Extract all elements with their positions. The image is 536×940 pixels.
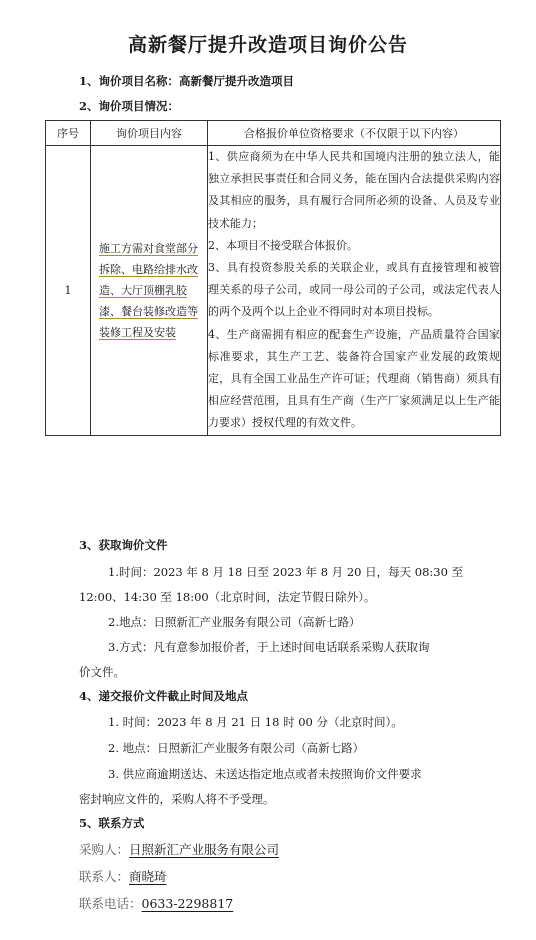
header-no: 序号 [46, 121, 91, 146]
requirement-item: 2、本项目不接受联合体报价。 [208, 238, 358, 252]
obtain-place: 2.地点：日照新汇产业服务有限公司（高新七路） [108, 615, 361, 629]
requirement-item: 4、生产商需拥有相应的配套生产设施，产品质量符合国家标准要求，其生产工艺、装备符合国家产业发展的政策规定，具有全国工业品生产许可证；代理商（销售商）须具有相应经营范围，且具有生产商（生产厂家须满足以上生产能力要求）授权代理的有效文件。 [208, 327, 500, 430]
obtain-method-line2: 价文件。 [79, 665, 125, 679]
section-contact-heading: 5、联系方式 [79, 816, 145, 830]
page-title: 高新餐厅提升改造项目询价公告 [127, 34, 408, 56]
deadline-place: 2. 地点：日照新汇产业服务有限公司（高新七路） [108, 741, 365, 755]
contact-value: 商晓琦 [129, 869, 167, 884]
deadline-note-line1: 3. 供应商逾期送达、未送达指定地点或者未按照询价文件要求 [108, 767, 422, 781]
requirements-table [45, 120, 501, 436]
header-content: 询价项目内容 [91, 121, 208, 146]
project-name-label: 1、询价项目名称： [79, 74, 180, 88]
phone-line [79, 894, 233, 912]
obtain-time-line1: 1.时间：2023 年 8 月 18 日至 2023 年 8 月 20 日，每天 08:30 至 [108, 565, 464, 579]
row-content-cell [91, 146, 208, 436]
phone-label: 联系电话： [79, 896, 142, 911]
requirement-item: 3、具有投资参股关系的关联企业，或具有直接管理和被管理关系的母子公司，或同一母公司的子公司，或法定代表人的两个及两个以上企业不得同时对本项目投标。 [208, 261, 500, 319]
deadline-note-line2: 密封响应文件的，采购人将不予受理。 [79, 792, 275, 806]
section-deadline-heading: 4、递交报价文件截止时间及地点 [79, 689, 248, 703]
deadline-time: 1. 时间：2023 年 8 月 21 日 18 时 00 分（北京时间）。 [108, 715, 403, 729]
table-header-row [46, 121, 501, 146]
obtain-method-line1: 3.方式：凡有意参加报价者，于上述时间电话联系采购人获取询 [108, 640, 430, 654]
row-content: 施工方需对食堂部分拆除、电路给排水改造、大厅顶棚乳胶漆、餐台装修改造等装修工程及安装 [99, 241, 198, 339]
contact-line [79, 867, 167, 885]
requirement-item: 1、供应商须为在中华人民共和国境内注册的独立法人，能独立承担民事责任和合同义务，能在国内合法提供采购内容及其相应的服务，具有履行合同所必须的设备、人员及专业技术能力； [208, 150, 500, 230]
section-project-info-heading: 2、询价项目情况： [79, 99, 180, 113]
contact-label: 联系人： [79, 869, 130, 884]
obtain-time-line2: 12:00、14:30 至 18:00（北京时间，法定节假日除外）。 [79, 590, 376, 604]
buyer-value: 日照新汇产业服务有限公司 [129, 842, 280, 857]
section-obtain-docs-heading: 3、获取询价文件 [79, 538, 168, 552]
header-requirements: 合格报价单位资格要求（不仅限于以下内容） [208, 121, 501, 146]
buyer-line [79, 840, 279, 858]
section-project-name [79, 73, 294, 89]
table-row [46, 146, 501, 436]
phone-value: 0633-2298817 [141, 896, 234, 911]
row-requirements-cell [208, 146, 501, 436]
row-no: 1 [46, 146, 91, 436]
project-name-value: 高新餐厅提升改造项目 [179, 74, 295, 88]
buyer-label: 采购人： [79, 842, 130, 857]
